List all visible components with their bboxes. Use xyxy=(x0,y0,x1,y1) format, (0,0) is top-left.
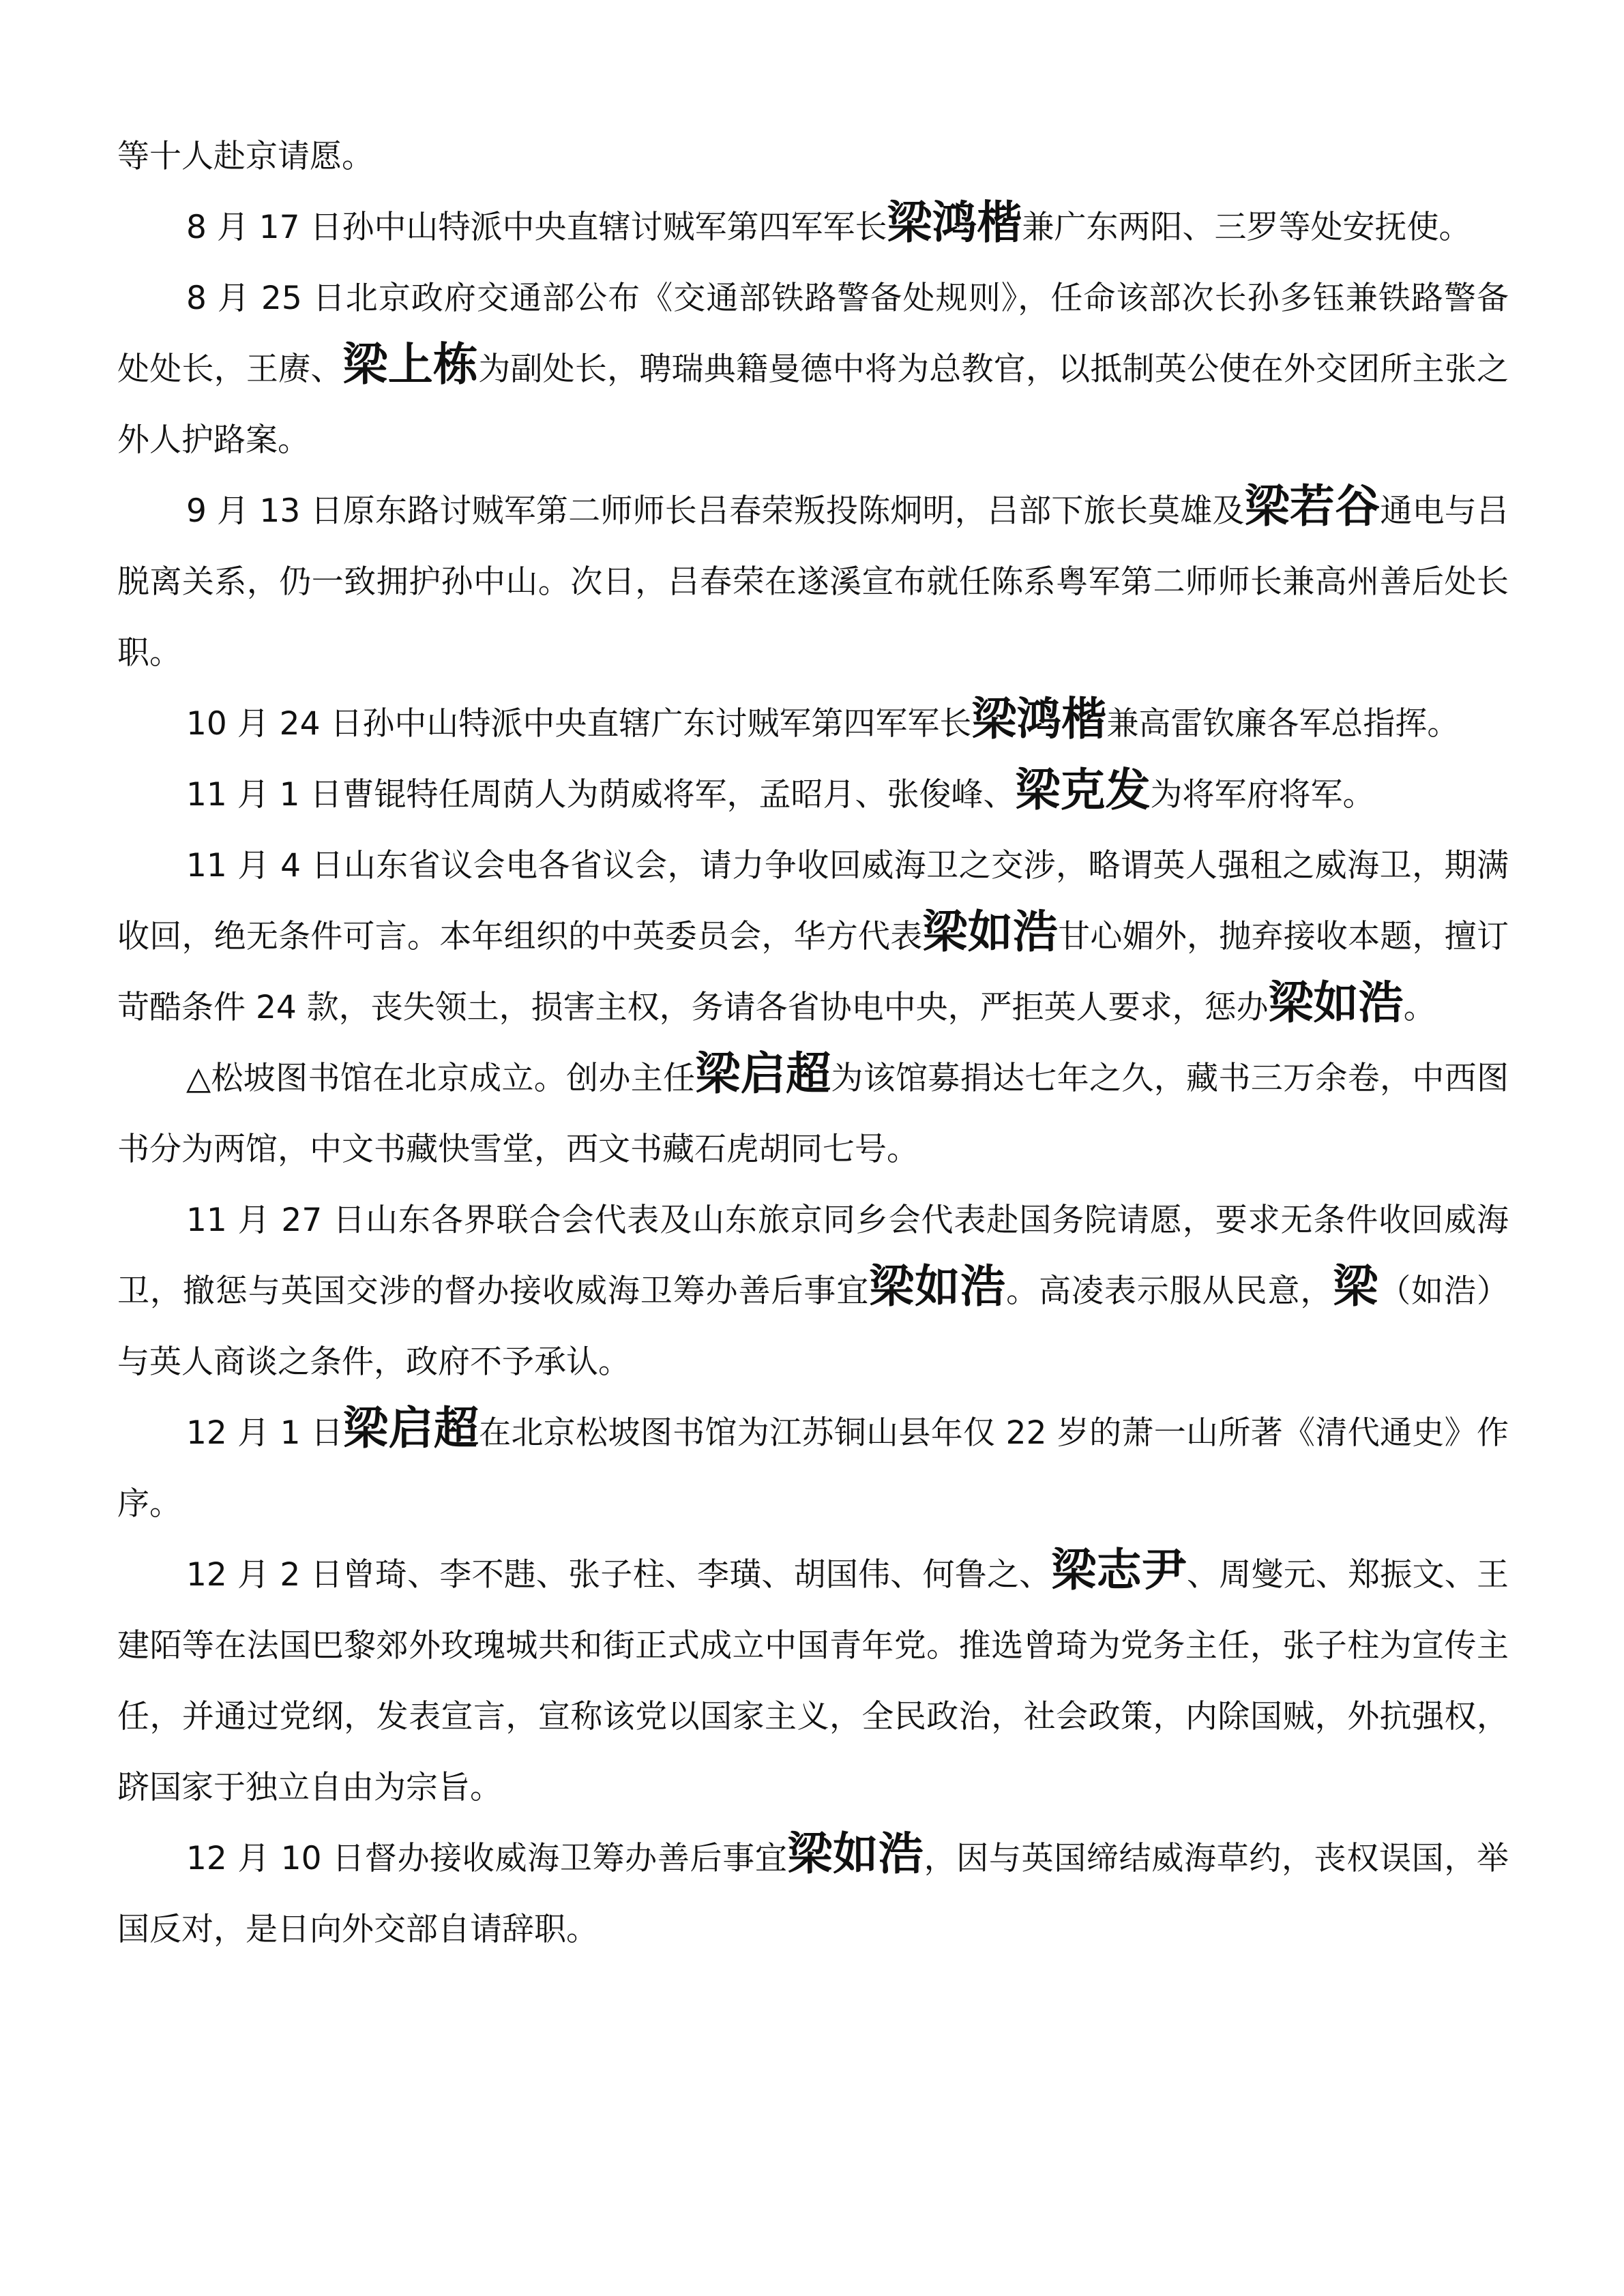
paragraph-text: 甘心媚外，抛弃接收本题，擅订苛酷条件 24 款，丧失领土，损害主权，务请各省协电中央，严拒英人要求，惩办 xyxy=(117,918,1509,1026)
document-body xyxy=(117,121,1509,1965)
paragraph-text: 8 月 25 日北京政府交通部公布《交通部铁路警备处规则》，任命该部次长孙多钰兼铁路警备处处长，王赓、 xyxy=(117,280,1509,388)
person-name: 梁志尹 xyxy=(1051,1543,1187,1596)
person-name: 梁如浩 xyxy=(1268,976,1404,1029)
paragraph-text: 11 月 27 日山东各界联合会代表及山东旅京同乡会代表赴国务院请愿，要求无条件收回威海卫，撤惩与英国交涉的督办接收威海卫筹办善后事宜 xyxy=(117,1202,1509,1310)
paragraph xyxy=(117,1823,1509,1965)
paragraph-text: 为该馆募捐达七年之久，藏书三万余卷，中西图书分为两馆，中文书藏快雪堂，西文书藏石虎胡同七号。 xyxy=(117,1060,1509,1168)
person-name: 梁 xyxy=(1333,1259,1379,1313)
paragraph-text: 。高凌表示服从民意， xyxy=(1006,1272,1333,1310)
person-name: 梁鸿楷 xyxy=(887,196,1022,249)
person-name: 梁如浩 xyxy=(922,905,1059,958)
paragraph-text: 、周燮元、郑振文、王建陌等在法国巴黎郊外玫瑰城共和街正式成立中国青年党。推选曾琦为党务主任，张子柱为宣传主任，并通过党纲，发表宣言，宣称该党以国家主义，全民政治，社会政策，内除国贼，外抗强权，跻国家于独立自由为宗旨。 xyxy=(117,1556,1509,1806)
person-name: 梁启超 xyxy=(695,1047,831,1100)
paragraph-text: 12 月 1 日 xyxy=(186,1414,344,1452)
paragraph-text: 11 月 4 日山东省议会电各省议会，请力争收回威海卫之交涉，略谓英人强租之威海卫，期满收回，绝无条件可言。本年组织的中英委员会，华方代表 xyxy=(117,847,1509,955)
paragraph-text: 为将军府将军。 xyxy=(1150,776,1375,814)
paragraph xyxy=(117,1398,1509,1540)
paragraph-text: 9 月 13 日原东路讨贼军第二师师长吕春荣叛投陈炯明，吕部下旅长莫雄及 xyxy=(186,492,1245,530)
person-name: 梁上栋 xyxy=(342,338,479,391)
paragraph xyxy=(117,1185,1509,1398)
paragraph-text: 兼广东两阳、三罗等处安抚使。 xyxy=(1022,209,1471,246)
person-name: 梁鸿楷 xyxy=(971,692,1107,745)
paragraph xyxy=(117,760,1509,831)
paragraph-text: 12 月 2 日曾琦、李不韪、张子柱、李璜、胡国伟、何鲁之、 xyxy=(186,1556,1052,1594)
paragraph xyxy=(117,476,1509,689)
paragraph-text: 等十人赴京请愿。 xyxy=(117,138,374,175)
paragraph-text: 在北京松坡图书馆为江苏铜山县年仅 22 岁的萧一山所著《清代通史》作序。 xyxy=(117,1414,1509,1523)
paragraph xyxy=(117,831,1509,1043)
paragraph-text: 为副处长，聘瑞典籍曼德中将为总教官，以抵制英公使在外交团所主张之外人护路案。 xyxy=(117,351,1509,459)
paragraph xyxy=(117,121,1509,192)
person-name: 梁若谷 xyxy=(1244,479,1381,533)
paragraph-text: ，因与英国缔结威海草约，丧权误国，举国反对，是日向外交部自请辞职。 xyxy=(117,1840,1509,1948)
person-name: 梁克发 xyxy=(1015,763,1151,816)
paragraph-text: 11 月 1 日曹锟特任周荫人为荫威将军，孟昭月、张俊峰、 xyxy=(186,776,1016,814)
person-name: 梁如浩 xyxy=(787,1827,924,1880)
paragraph-text: 10 月 24 日孙中山特派中央直辖广东讨贼军第四军军长 xyxy=(186,705,972,743)
paragraph xyxy=(117,689,1509,760)
paragraph-text: （如浩）与英人商谈之条件，政府不予承认。 xyxy=(117,1272,1509,1381)
paragraph-text: 12 月 10 日督办接收威海卫筹办善后事宜 xyxy=(186,1840,788,1877)
paragraph-text: 通电与吕脱离关系，仍一致拥护孙中山。次日，吕春荣在遂溪宣布就任陈系粤军第二师师长兼高州善后处长职。 xyxy=(117,492,1509,672)
person-name: 梁启超 xyxy=(343,1401,479,1455)
paragraph xyxy=(117,263,1509,476)
paragraph xyxy=(117,192,1509,263)
paragraph xyxy=(117,1043,1509,1185)
paragraph-text: 。 xyxy=(1403,989,1436,1026)
person-name: 梁如浩 xyxy=(869,1259,1007,1313)
paragraph-text: 8 月 17 日孙中山特派中央直辖讨贼军第四军军长 xyxy=(186,209,887,246)
paragraph-text: 兼高雷钦廉各军总指挥。 xyxy=(1106,705,1460,743)
paragraph-text: △松坡图书馆在北京成立。创办主任 xyxy=(186,1060,696,1097)
paragraph xyxy=(117,1540,1509,1823)
